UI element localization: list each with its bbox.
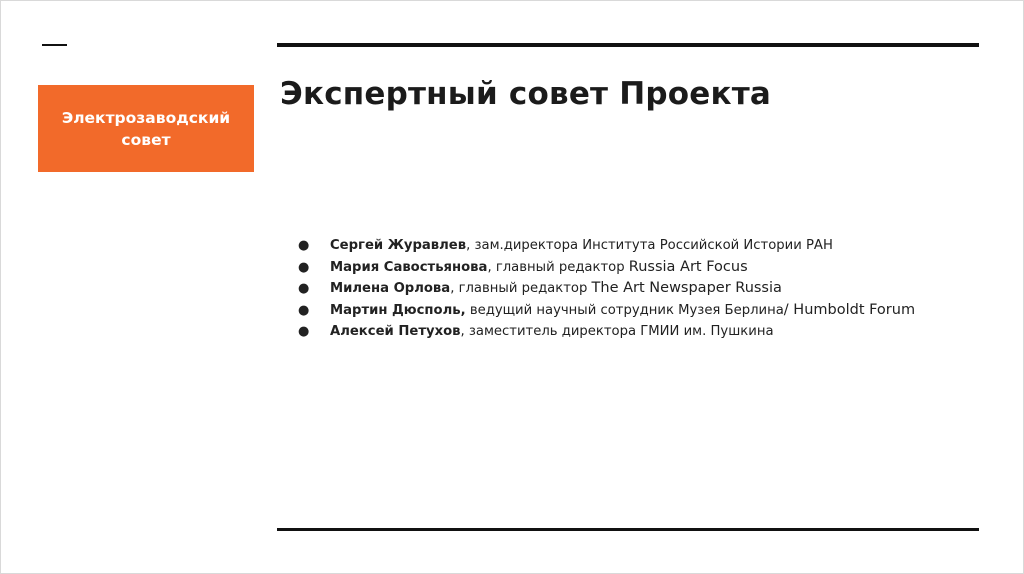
member-role: ведущий научный сотрудник Музея Берлина bbox=[465, 302, 784, 318]
member-name: Мартин Дюсполь, bbox=[330, 302, 466, 318]
member-text bbox=[330, 323, 774, 339]
bullet-icon: ● bbox=[298, 302, 310, 318]
list-item bbox=[298, 302, 988, 324]
list-item bbox=[298, 259, 988, 281]
list-item bbox=[298, 323, 988, 345]
member-role: , главный редактор bbox=[487, 259, 629, 275]
bullet-icon: ● bbox=[298, 324, 310, 339]
bullet-icon: ● bbox=[298, 259, 310, 275]
top-divider bbox=[277, 43, 979, 47]
member-text bbox=[330, 259, 748, 275]
section-tag: Электрозаводский совет bbox=[38, 85, 254, 172]
member-role: , зам.директора Института Российской Истории РАН bbox=[466, 238, 833, 253]
bullet-icon: ● bbox=[298, 238, 310, 253]
member-role: , заместитель директора ГМИИ им. Пушкина bbox=[460, 324, 774, 339]
member-name: Мария Савостьянова bbox=[330, 259, 488, 275]
member-name: Милена Орлова bbox=[330, 281, 451, 296]
corner-dash-decoration bbox=[42, 44, 67, 46]
member-text bbox=[330, 302, 915, 318]
member-role-latin: / Humboldt Forum bbox=[783, 301, 916, 318]
slide-title: Экспертный совет Проекта bbox=[280, 76, 771, 112]
member-role-latin: The Art Newspaper Russia bbox=[591, 280, 782, 296]
list-item bbox=[298, 280, 988, 302]
bottom-divider bbox=[277, 528, 979, 531]
member-text bbox=[330, 237, 833, 253]
member-role-latin: Russia Art Focus bbox=[628, 258, 748, 275]
member-text bbox=[330, 280, 782, 296]
member-role: , главный редактор bbox=[450, 281, 592, 296]
list-item bbox=[298, 237, 988, 259]
member-name: Сергей Журавлев bbox=[330, 238, 467, 253]
expert-council-list bbox=[298, 237, 988, 345]
member-name: Алексей Петухов bbox=[330, 324, 461, 339]
bullet-icon: ● bbox=[298, 281, 310, 296]
